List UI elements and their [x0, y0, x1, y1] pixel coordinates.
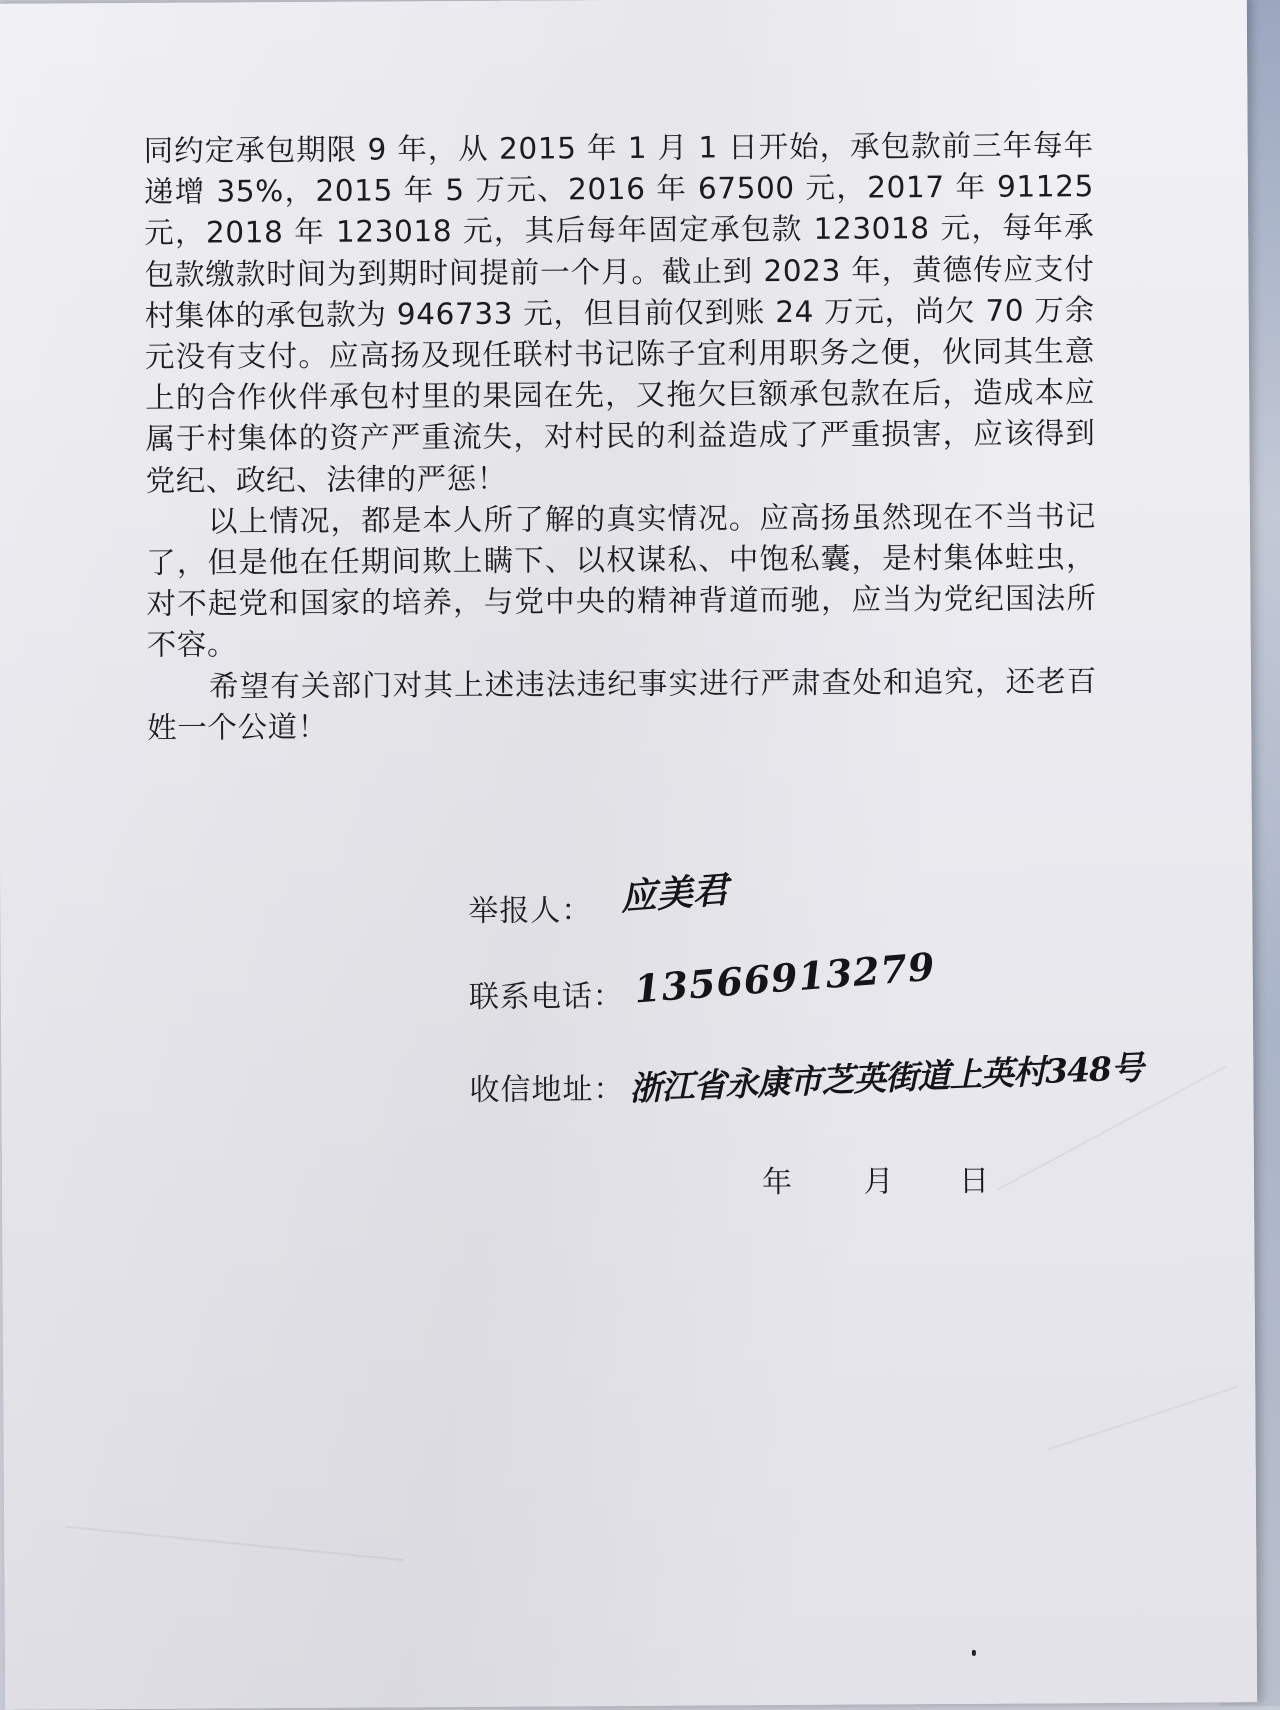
date-line: [762, 1156, 989, 1201]
reporter-row: [468, 868, 730, 932]
paper-crease: [1048, 1385, 1238, 1450]
body-paragraph-3: 希望有关部门对其上述违法违纪事实进行严肃查处和追究，还老百姓一个公道！: [147, 663, 1098, 745]
reporter-signature: 应美君: [619, 868, 730, 919]
address-label: 收信地址：: [469, 1072, 625, 1108]
address-handwritten: 浙江省永康市芝英街道上英村348号: [628, 1047, 1144, 1108]
paper-crease: [65, 1526, 404, 1561]
date-day: 日: [958, 1163, 990, 1199]
signature-block: [468, 868, 1208, 1108]
ink-speck: [972, 1650, 976, 1656]
phone-row: [468, 943, 938, 1016]
date-year: 年: [761, 1164, 793, 1201]
body-paragraph-2: 以上情况，都是本人所了解的真实情况。应高扬虽然现在不当书记了，但是他在任期间欺上瞒下、以权谋私、中饱私囊，是村集体蛀虫，对不起党和国家的培养，与党中央的精神背道而驰，应当为党纪国法所不容。: [146, 498, 1097, 663]
phone-handwritten: 13566913279: [632, 943, 938, 1012]
address-row: [469, 1047, 1144, 1110]
date-month: 月: [863, 1164, 894, 1200]
phone-label: 联系电话：: [468, 979, 624, 1015]
reporter-label: 举报人：: [468, 893, 593, 929]
body-paragraph-1: 同约定承包期限 9 年，从 2015 年 1 月 1 日开始，承包款前三年每年递增 35%，2015 年 5 万元、2016 年 67500 元，2017 年 91125 元，2018 年 123018 元，其后每年固定承包款 123018 元，每年承包款缴款时间为到期时间提前一个月。截止到 2023 年，黄德传应支付村集体的承包款为 946733 元，但目前仅到账 24 万元，尚欠 70 万余元没有支付。应高扬及现任联村书记陈子宜利用职务之便，伙同其生意上的合作伙伴承包村里的果园在先，又拖欠巨额承包款在后，造成本应属于村集体的资产严重流失，对村民的利益造成了严重损害，应该得到党纪、政纪、法律的严惩！: [143, 128, 1096, 498]
letter-body: [144, 125, 1098, 749]
